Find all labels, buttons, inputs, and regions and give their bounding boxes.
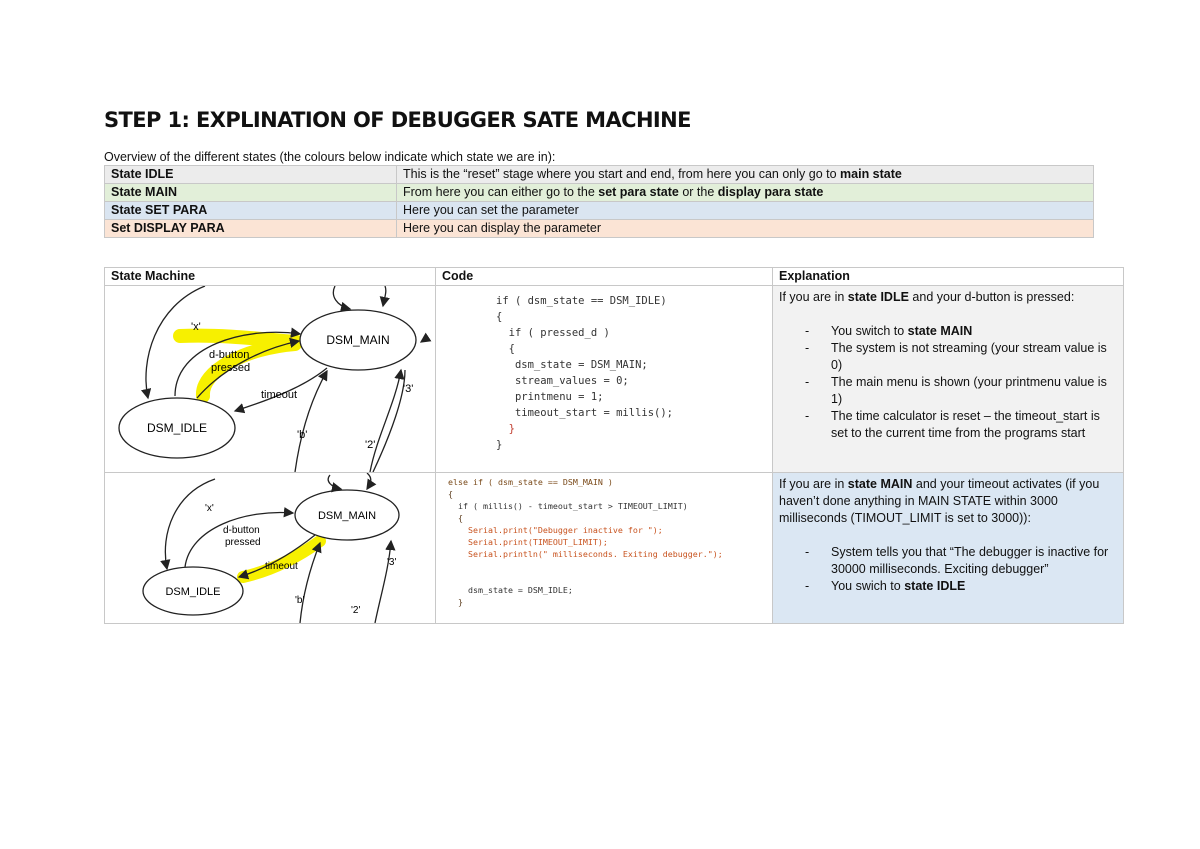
- state-description: Here you can set the parameter: [397, 202, 1094, 220]
- arrow-2: [370, 370, 401, 472]
- label-b: 'b': [295, 595, 305, 606]
- state-diagram-cell: [105, 286, 436, 473]
- explanation-list: [779, 323, 1117, 442]
- state-machine-table: [104, 267, 1124, 624]
- code-line: dsm_state = DSM_IDLE;: [448, 585, 573, 595]
- state-name: Set DISPLAY PARA: [105, 220, 397, 238]
- label-x: 'x': [191, 321, 201, 333]
- state-diagram-main-to-idle: [105, 473, 435, 623]
- code-snippet-idle: [436, 286, 772, 472]
- header-row: [105, 268, 1124, 286]
- explanation-cell-main: [773, 473, 1124, 624]
- arrow-2: [375, 541, 391, 623]
- code-line: }: [448, 597, 463, 607]
- code-line: {: [496, 343, 515, 355]
- code-line: Serial.print("Debugger inactive for ");: [448, 525, 663, 535]
- state-diagram-idle-to-main: [105, 286, 435, 472]
- code-line: if ( pressed_d ): [496, 327, 610, 339]
- arrow-loop-in: [333, 286, 350, 309]
- code-line: dsm_state = DSM_MAIN;: [496, 359, 648, 371]
- code-cell-main: [436, 473, 773, 624]
- arrow-x: [165, 479, 215, 569]
- state-description: From here you can either go to the set para state or the display para state: [397, 184, 1094, 202]
- header-state-machine: State Machine: [105, 268, 436, 286]
- code-line: timeout_start = millis();: [496, 407, 674, 419]
- dsm-idle-label: DSM_IDLE: [146, 421, 208, 435]
- state-name: State MAIN: [105, 184, 397, 202]
- code-line: }: [496, 439, 503, 451]
- label-2: '2': [351, 605, 361, 616]
- dsm-idle-label: DSM_IDLE: [165, 586, 221, 598]
- label-b: 'b': [297, 429, 308, 441]
- code-line: if ( dsm_state == DSM_IDLE): [496, 295, 667, 307]
- code-line: if ( millis() - timeout_start > TIMEOUT_LIMIT): [448, 501, 688, 511]
- arrow-loop-in: [328, 475, 341, 489]
- explanation-intro: If you are in state IDLE and your d-button is pressed:: [779, 290, 1075, 304]
- explanation-bullet: - The main menu is shown (your printmenu value is 1): [779, 374, 1117, 408]
- states-table: [104, 165, 1094, 238]
- code-line: Serial.print(TIMEOUT_LIMIT);: [448, 537, 608, 547]
- state-description: This is the “reset” stage where you start and end, from here you can only go to main state: [397, 166, 1094, 184]
- code-cell-idle: [436, 286, 773, 473]
- transition-row-main: [105, 473, 1124, 624]
- code-line: Serial.println(" milliseconds. Exiting debugger.");: [448, 549, 723, 559]
- arrow-right-in: [421, 338, 427, 342]
- state-row-display-para: [105, 220, 1094, 238]
- code-line: stream_values = 0;: [496, 375, 629, 387]
- page-title: STEP 1: EXPLINATION OF DEBUGGER SATE MACHINE: [104, 108, 691, 132]
- header-explanation: Explanation: [773, 268, 1124, 286]
- label-pressed: pressed: [225, 537, 261, 548]
- state-row-main: [105, 184, 1094, 202]
- label-3: '3': [387, 557, 397, 568]
- header-code: Code: [436, 268, 773, 286]
- label-pressed: pressed: [211, 362, 251, 374]
- label-d-button: d-button: [223, 525, 260, 536]
- code-snippet-main: [436, 473, 772, 623]
- label-timeout: timeout: [265, 561, 298, 572]
- code-line: }: [496, 423, 515, 435]
- code-line: printmenu = 1;: [496, 391, 604, 403]
- explanation-bullet: - System tells you that “The debugger is inactive for 30000 milliseconds. Exciting debugger”: [779, 544, 1117, 578]
- state-diagram-cell: [105, 473, 436, 624]
- explanation-bullet: - You swich to state IDLE: [779, 578, 1117, 595]
- explanation-bullet: - You switch to state MAIN: [779, 323, 1117, 340]
- dsm-main-label: DSM_MAIN: [326, 333, 390, 347]
- code-line: {: [448, 513, 463, 523]
- label-3: '3': [403, 383, 414, 395]
- state-description: Here you can display the parameter: [397, 220, 1094, 238]
- explanation-intro: If you are in state MAIN and your timeout activates (if you haven’t done anything in MAIN STATE within 3000 milliseconds (TIMOUT_LIMIT is set to 3000)):: [779, 477, 1100, 525]
- explanation-bullet: - The time calculator is reset – the timeout_start is set to the current time from the programs start: [779, 408, 1117, 442]
- state-row-set-para: [105, 202, 1094, 220]
- label-timeout: timeout: [261, 389, 298, 401]
- state-name: State IDLE: [105, 166, 397, 184]
- label-d-button: d-button: [209, 349, 250, 361]
- dsm-main-label: DSM_MAIN: [317, 510, 377, 522]
- state-row-idle: [105, 166, 1094, 184]
- explanation-cell-idle: [773, 286, 1124, 473]
- explanation-bullet: - The system is not streaming (your stream value is 0): [779, 340, 1117, 374]
- code-line: {: [496, 311, 503, 323]
- transition-row-idle: [105, 286, 1124, 473]
- label-2: '2': [365, 439, 376, 451]
- arrow-loop-top: [367, 473, 371, 489]
- label-x: 'x': [205, 503, 214, 514]
- explanation-list: [779, 544, 1117, 595]
- code-line: {: [448, 489, 453, 499]
- code-line: else if ( dsm_state == DSM_MAIN ): [448, 477, 613, 487]
- state-name: State SET PARA: [105, 202, 397, 220]
- arrow-3: [373, 370, 405, 472]
- arrow-loop-top: [383, 286, 386, 306]
- overview-text: Overview of the different states (the colours below indicate which state we are in):: [104, 150, 556, 164]
